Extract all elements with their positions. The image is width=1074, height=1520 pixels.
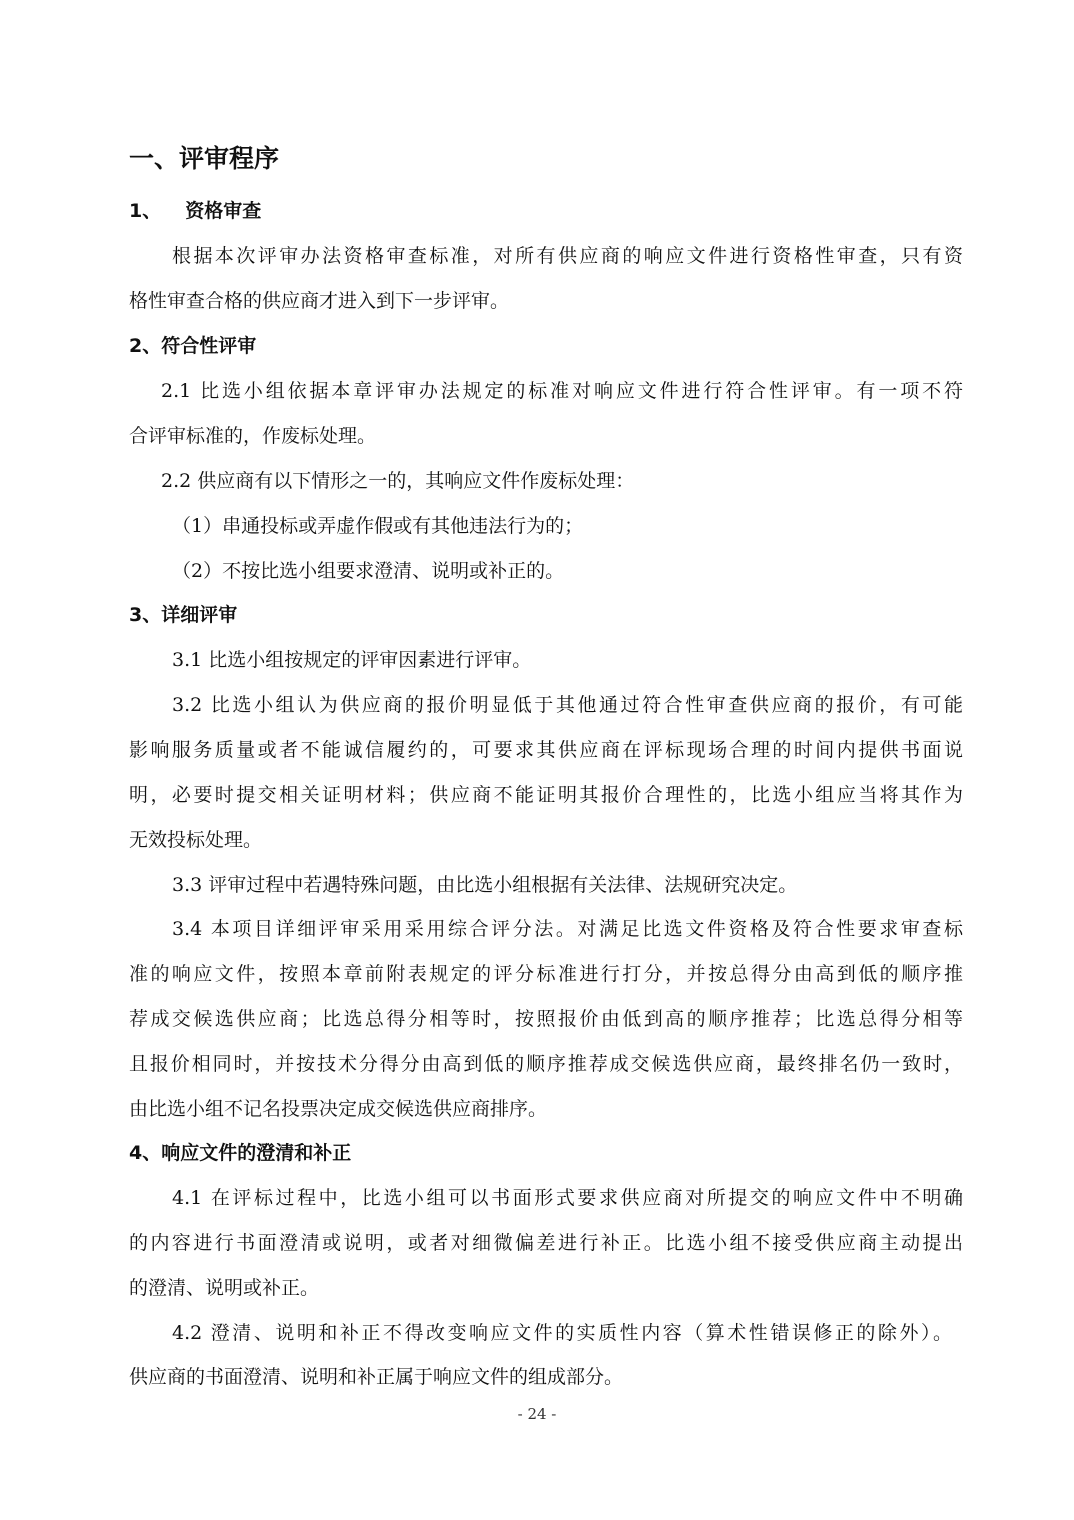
page-number: - 24 -: [517, 1405, 557, 1423]
paragraph-line: 影响服务质量或者不能诚信履约的，可要求其供应商在评标现场合理的时间内提供书面说: [129, 739, 963, 761]
section-heading-detailed-review: 3、详细评审: [129, 604, 238, 626]
paragraph-line: 2.1 比选小组依据本章评审办法规定的标准对响应文件进行符合性评审。有一项不符: [161, 380, 963, 402]
paragraph-line: 供应商的书面澄清、说明和补正属于响应文件的组成部分。: [129, 1366, 624, 1388]
paragraph-line: 合评审标准的，作废标处理。: [129, 425, 377, 447]
paragraph-line: 4.2 澄清、说明和补正不得改变响应文件的实质性内容（算术性错误修正的除外）。: [172, 1322, 952, 1344]
paragraph-line: 2.2 供应商有以下情形之一的，其响应文件作废标处理：: [161, 470, 635, 492]
chapter-heading: 一、评审程序: [129, 144, 280, 173]
paragraph-line: 3.4 本项目详细评审采用采用综合评分法。对满足比选文件资格及符合性要求审查标: [172, 918, 963, 940]
list-item: （1）串通投标或弄虚作假或有其他违法行为的；: [172, 515, 584, 537]
paragraph-line: 4.1 在评标过程中，比选小组可以书面形式要求供应商对所提交的响应文件中不明确: [172, 1187, 963, 1209]
paragraph-line: 3.2 比选小组认为供应商的报价明显低于其他通过符合性审查供应商的报价，有可能: [172, 694, 963, 716]
paragraph-line: 3.3 评审过程中若遇特殊问题，由比选小组根据有关法律、法规研究决定。: [172, 874, 798, 896]
paragraph-line: 准的响应文件，按照本章前附表规定的评分标准进行打分，并按总得分由高到低的顺序推: [129, 963, 963, 985]
section-heading-qualification: [129, 196, 261, 226]
paragraph-line: 由比选小组不记名投票决定成交候选供应商排序。: [129, 1098, 548, 1120]
paragraph-line: 格性审查合格的供应商才进入到下一步评审。: [129, 290, 510, 312]
section-heading-clarification: 4、响应文件的澄清和补正: [129, 1142, 352, 1164]
paragraph-line: 根据本次评审办法资格审查标准，对所有供应商的响应文件进行资格性审查，只有资: [172, 245, 963, 267]
paragraph-line: 3.1 比选小组按规定的评审因素进行评审。: [172, 649, 532, 671]
section-heading-conformity: 2、符合性评审: [129, 335, 257, 357]
paragraph-line: 且报价相同时，并按技术分得分由高到低的顺序推荐成交候选供应商，最终排名仍一致时，: [129, 1053, 963, 1075]
paragraph-line: 的内容进行书面澄清或说明，或者对细微偏差进行补正。比选小组不接受供应商主动提出: [129, 1232, 963, 1254]
paragraph-line: 明，必要时提交相关证明材料；供应商不能证明其报价合理性的，比选小组应当将其作为: [129, 784, 963, 806]
list-item: （2）不按比选小组要求澄清、说明或补正的。: [172, 560, 565, 582]
paragraph-line: 荐成交候选供应商；比选总得分相等时，按照报价由低到高的顺序推荐；比选总得分相等: [129, 1008, 963, 1030]
paragraph-line: 的澄清、说明或补正。: [129, 1277, 320, 1299]
paragraph-line: 无效投标处理。: [129, 829, 263, 851]
section-title: 资格审查: [185, 200, 262, 222]
section-number: 1、: [129, 200, 162, 222]
